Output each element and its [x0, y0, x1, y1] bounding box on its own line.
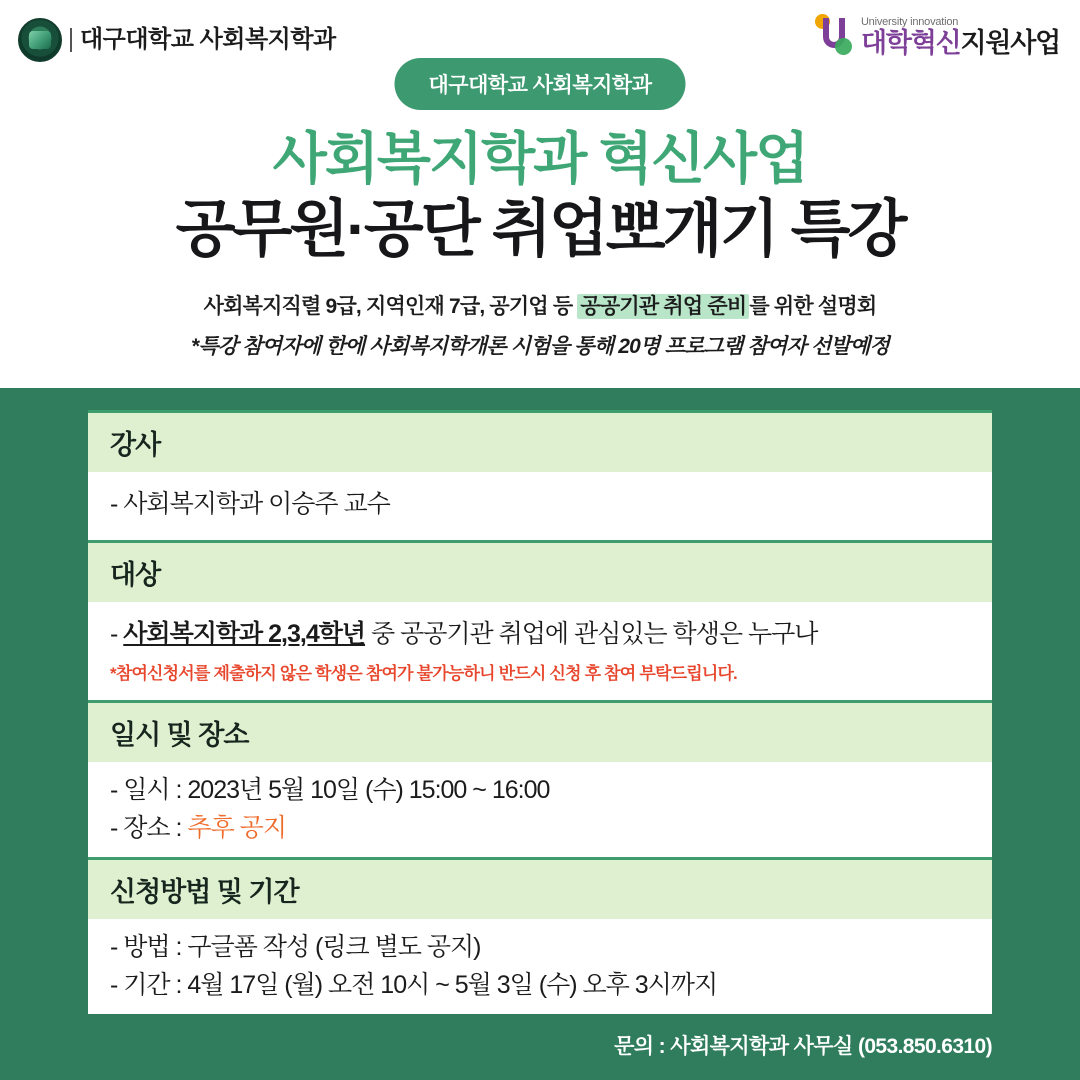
datetime-line: - 일시 : 2023년 5월 10일 (수) 15:00 ~ 16:00	[110, 776, 550, 804]
target-line	[110, 616, 970, 654]
location-value: 추후 공지	[187, 813, 286, 842]
poster-body	[0, 388, 1080, 1080]
subtitle-line-1	[0, 290, 1080, 320]
partner-logo	[815, 14, 1060, 60]
subtitle-line-2: *특강 참여자에 한에 사회복지학개론 시험을 통해 20명 프로그램 참여자 선발예정	[191, 335, 889, 358]
section-heading-apply: 신청방법 및 기간	[88, 857, 992, 919]
apply-period-line: - 기간 : 4월 17일 (월) 오전 10시 ~ 5월 3일 (수) 오후 3시까지	[110, 970, 718, 999]
subtitle-part-1: 사회복지직렬 9급, 지역인재 7급, 공기업 등	[203, 295, 578, 318]
title-line-1: 사회복지학과 혁신사업	[272, 127, 808, 190]
department-pill: 대구대학교 사회복지학과	[395, 58, 686, 110]
daegu-university-seal-icon	[18, 18, 62, 62]
university-brand	[18, 18, 336, 62]
section-heading-datetime: 일시 및 장소	[88, 700, 992, 762]
partner-logo-small-label: University innovation	[860, 16, 959, 29]
u-logo-icon	[815, 14, 855, 60]
section-body-target	[88, 602, 992, 701]
partner-logo-label-1: 대학혁신	[860, 27, 961, 58]
location-line	[110, 810, 970, 848]
instructor-line: - 사회복지학과 이승주 교수	[110, 490, 390, 518]
university-label: 대구대학교 사회복지학과	[70, 28, 336, 52]
section-body-apply	[88, 919, 992, 1014]
apply-method-line: - 방법 : 구글폼 작성 (링크 별도 공지)	[110, 933, 481, 961]
green-dot-icon	[835, 38, 852, 55]
section-heading-target: 대상	[88, 540, 992, 602]
contact-info: 문의 : 사회복지학과 사무실 (053.850.6310)	[614, 1035, 992, 1058]
target-line-underline: 사회복지학과 2,3,4학년	[123, 619, 366, 648]
subtitle-part-2: 를 위한 설명회	[749, 295, 877, 318]
info-card	[88, 410, 992, 1014]
partner-logo-label-2: 지원사업	[960, 27, 1060, 58]
target-note: *참여신청서를 제출하지 않은 학생은 참여가 불가능하니 반드시 신청 후 참여 부탁드립니다.	[110, 664, 737, 683]
section-body-datetime	[88, 762, 992, 857]
subtitle-highlight: 공공기관 취업 준비	[577, 294, 749, 319]
section-heading-instructor: 강사	[88, 410, 992, 472]
target-line-prefix: -	[110, 619, 124, 648]
title-line-2: 공무원·공단 취업뽀개기 특강	[175, 195, 905, 264]
poster-header	[0, 0, 1080, 388]
target-line-suffix: 중 공공기관 취업에 관심있는 학생은 누구나	[365, 619, 818, 648]
location-line-prefix: - 장소 :	[110, 813, 188, 842]
section-body-instructor	[88, 472, 992, 540]
